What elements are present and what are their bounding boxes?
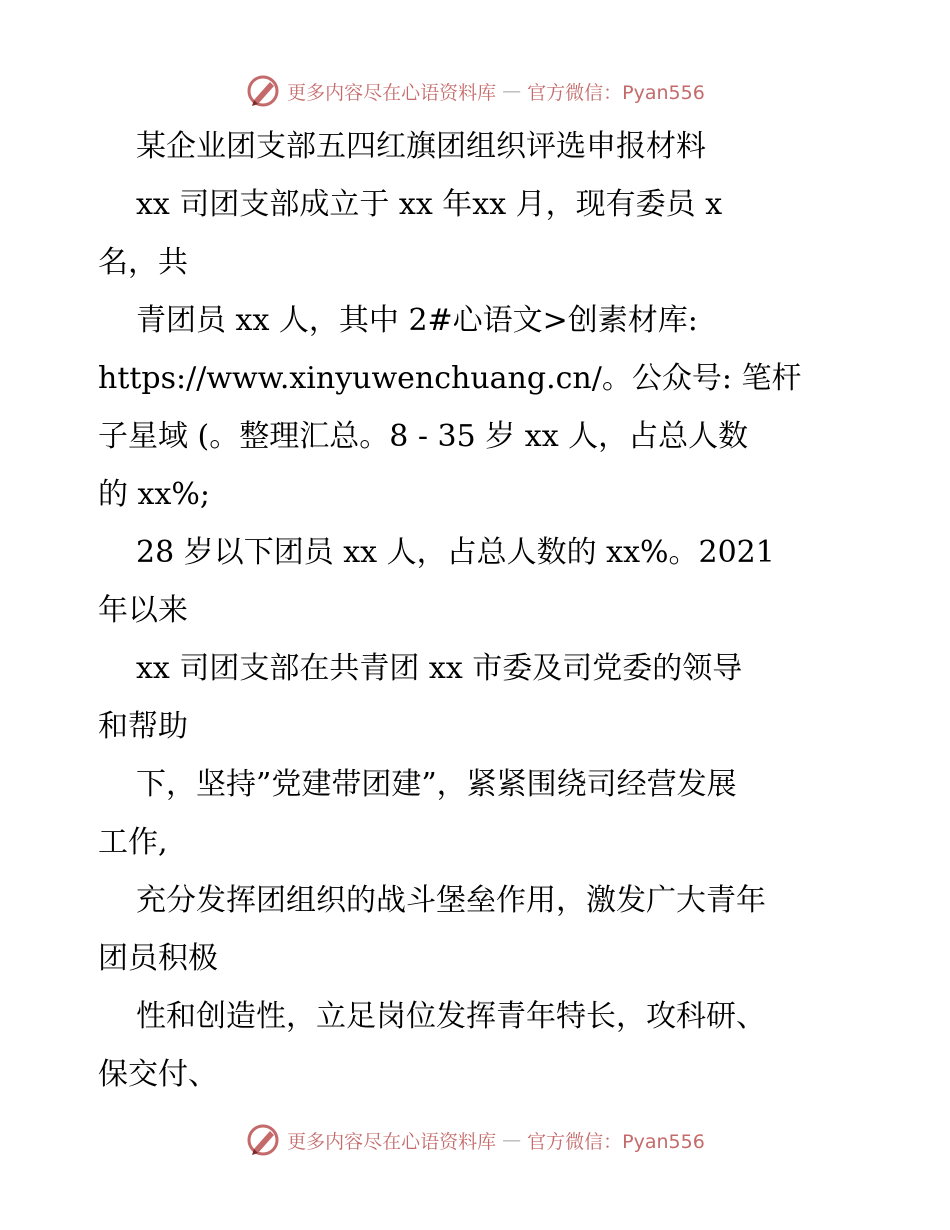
paragraph-line: 性和创造性，立足岗位发挥青年特长，攻科研、	[136, 999, 766, 1034]
paragraph-line: 工作,	[98, 825, 168, 860]
paragraph-line: 下，坚持”党建带团建”，紧紧围绕司经营发展	[136, 767, 737, 802]
watermark-main-text: 更多内容尽在心语资料库	[287, 81, 497, 104]
paragraph-line: 年以来	[98, 593, 188, 628]
paragraph-line: xx 司团支部成立于 xx 年xx 月，现有委员 x	[136, 187, 723, 222]
paragraph-line: 的 xx%;	[98, 477, 210, 512]
watermark-separator: —	[502, 80, 522, 102]
paragraph-line: 充分发挥团组织的战斗堡垒作用，激发广大青年	[136, 883, 766, 918]
watermark-header	[0, 71, 950, 111]
paragraph-line: xx 司团支部在共青团 xx 市委及司党委的领导	[136, 651, 743, 686]
watermark-separator: —	[502, 1129, 522, 1151]
paragraph-line: 名，共	[98, 245, 188, 280]
pen-logo-icon	[245, 1122, 281, 1158]
paragraph-line: 团员积极	[98, 941, 218, 976]
paragraph-line: https://www.xinyuwenchuang.cn/。公众号: 笔杆	[98, 361, 802, 396]
pen-logo-icon	[245, 73, 281, 109]
watermark-footer	[0, 1120, 950, 1160]
watermark-wechat-text: 官方微信：Pyan556	[527, 1130, 705, 1153]
document-title: 某企业团支部五四红旗团组织评选申报材料	[136, 129, 706, 164]
watermark-main-text: 更多内容尽在心语资料库	[287, 1130, 497, 1153]
paragraph-line: 子星域 (。整理汇总。8 - 35 岁 xx 人，占总人数	[98, 419, 749, 454]
paragraph-line: 和帮助	[98, 709, 188, 744]
watermark-wechat-text: 官方微信：Pyan556	[527, 81, 705, 104]
paragraph-line: 28 岁以下团员 xx 人，占总人数的 xx%。2021	[136, 535, 775, 570]
paragraph-line: 青团员 xx 人，其中 2#心语文>创素材库:	[136, 303, 698, 338]
document-body	[98, 118, 858, 1104]
paragraph-line: 保交付、	[98, 1057, 218, 1092]
